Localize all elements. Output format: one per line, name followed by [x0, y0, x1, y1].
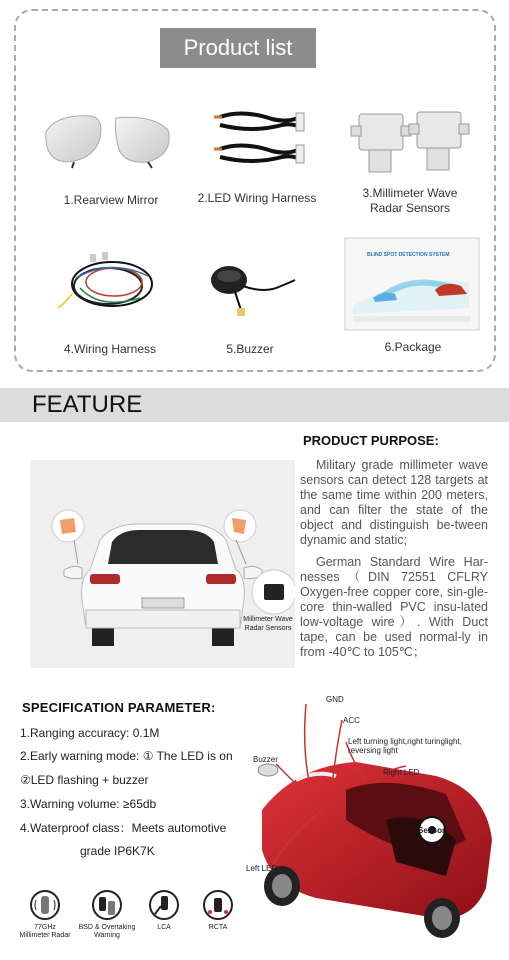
icon-label: LCA — [157, 924, 171, 931]
spec-title: SPECIFICATION PARAMETER: — [22, 700, 216, 715]
product-radar-sensors — [345, 108, 475, 218]
label-gnd: GND — [326, 695, 344, 704]
lca-icon — [149, 890, 179, 920]
red-car-wiring-diagram — [236, 690, 506, 955]
icon-bsd-warning — [76, 890, 138, 940]
sensor-callout-label: Millimeter Wave Radar Sensors — [243, 616, 293, 632]
wiring-harness-image — [50, 248, 170, 320]
product-label: 1.Rearview Mirror — [63, 193, 159, 207]
label-right-led: Right LED — [383, 768, 420, 777]
spec-line: 3.Warning volume: ≥65db — [20, 797, 157, 811]
product-label: 6.Package — [384, 340, 442, 354]
product-label — [345, 186, 475, 216]
icon-label: BSD & Overtaking Warning — [78, 924, 136, 939]
purpose-paragraph-1: Military grade millimeter wave sensors can detect 128 targets at the same time within 200 meters, and can filter the state of the object and distinguish be-tween dynamic and static; — [300, 458, 488, 547]
spec-line: 1.Ranging accuracy: 0.1M — [20, 726, 160, 740]
product-label-line: 3.Millimeter Wave Radar Sensors — [362, 186, 458, 215]
product-buzzer — [195, 258, 305, 360]
car-rear-illustration — [30, 460, 295, 668]
feature-title: FEATURE — [32, 391, 143, 418]
icon-lca — [142, 890, 186, 932]
label-sensor: Sensor — [418, 826, 446, 835]
label-turn-lights: Left turning light,right turinglight, reversing light — [348, 737, 462, 755]
icon-77ghz-radar — [16, 890, 74, 940]
buzzer-image — [195, 258, 305, 318]
spec-line: 4.Waterproof class：Meets automotive — [20, 821, 227, 835]
purpose-title: PRODUCT PURPOSE: — [303, 433, 439, 448]
product-package — [343, 236, 483, 360]
spec-line: ②LED flashing + buzzer — [20, 773, 149, 787]
spec-line: 2.Early warning mode: ① The LED is on — [20, 749, 233, 763]
product-label: 2.LED Wiring Harness — [197, 191, 317, 205]
bsd-icon — [92, 890, 122, 920]
package-box-text: BLIND SPOT DETECTION SYSTEM — [367, 252, 450, 258]
product-led-wiring-harness — [192, 105, 322, 205]
feature-banner — [0, 388, 509, 422]
radar-icon — [30, 890, 60, 920]
label-acc: ACC — [343, 716, 360, 725]
product-rearview-mirror — [36, 110, 186, 210]
product-wiring-harness — [50, 248, 170, 360]
white-car-rear-image — [30, 460, 295, 668]
label-buzzer: Buzzer — [253, 755, 278, 764]
package-box-image — [343, 236, 483, 332]
radar-sensor-image — [345, 108, 475, 178]
product-list-title: Product list — [160, 28, 316, 68]
icon-label: RCTA — [208, 924, 228, 931]
product-label: 5.Buzzer — [226, 342, 274, 356]
rearview-mirror-image — [36, 110, 186, 170]
label-left-led: Left LED — [246, 864, 278, 873]
product-label: 4.Wiring Harness — [63, 342, 157, 356]
icon-label: 77GHz Millimeter Radar — [19, 924, 71, 939]
icon-rcta — [196, 890, 240, 932]
led-harness-image — [192, 105, 322, 171]
rcta-icon — [203, 890, 233, 920]
spec-line: grade IP6K7K — [80, 844, 155, 858]
purpose-paragraph-2: German Standard Wire Har-nesses（DIN 72551 CFLRY Oxygen-free copper core, sin-gle-core thin-walled PVC insu-lated low-voltage wire）. With Duct tape, can be used normal-ly in from -40℃ to 105℃； — [300, 555, 488, 659]
